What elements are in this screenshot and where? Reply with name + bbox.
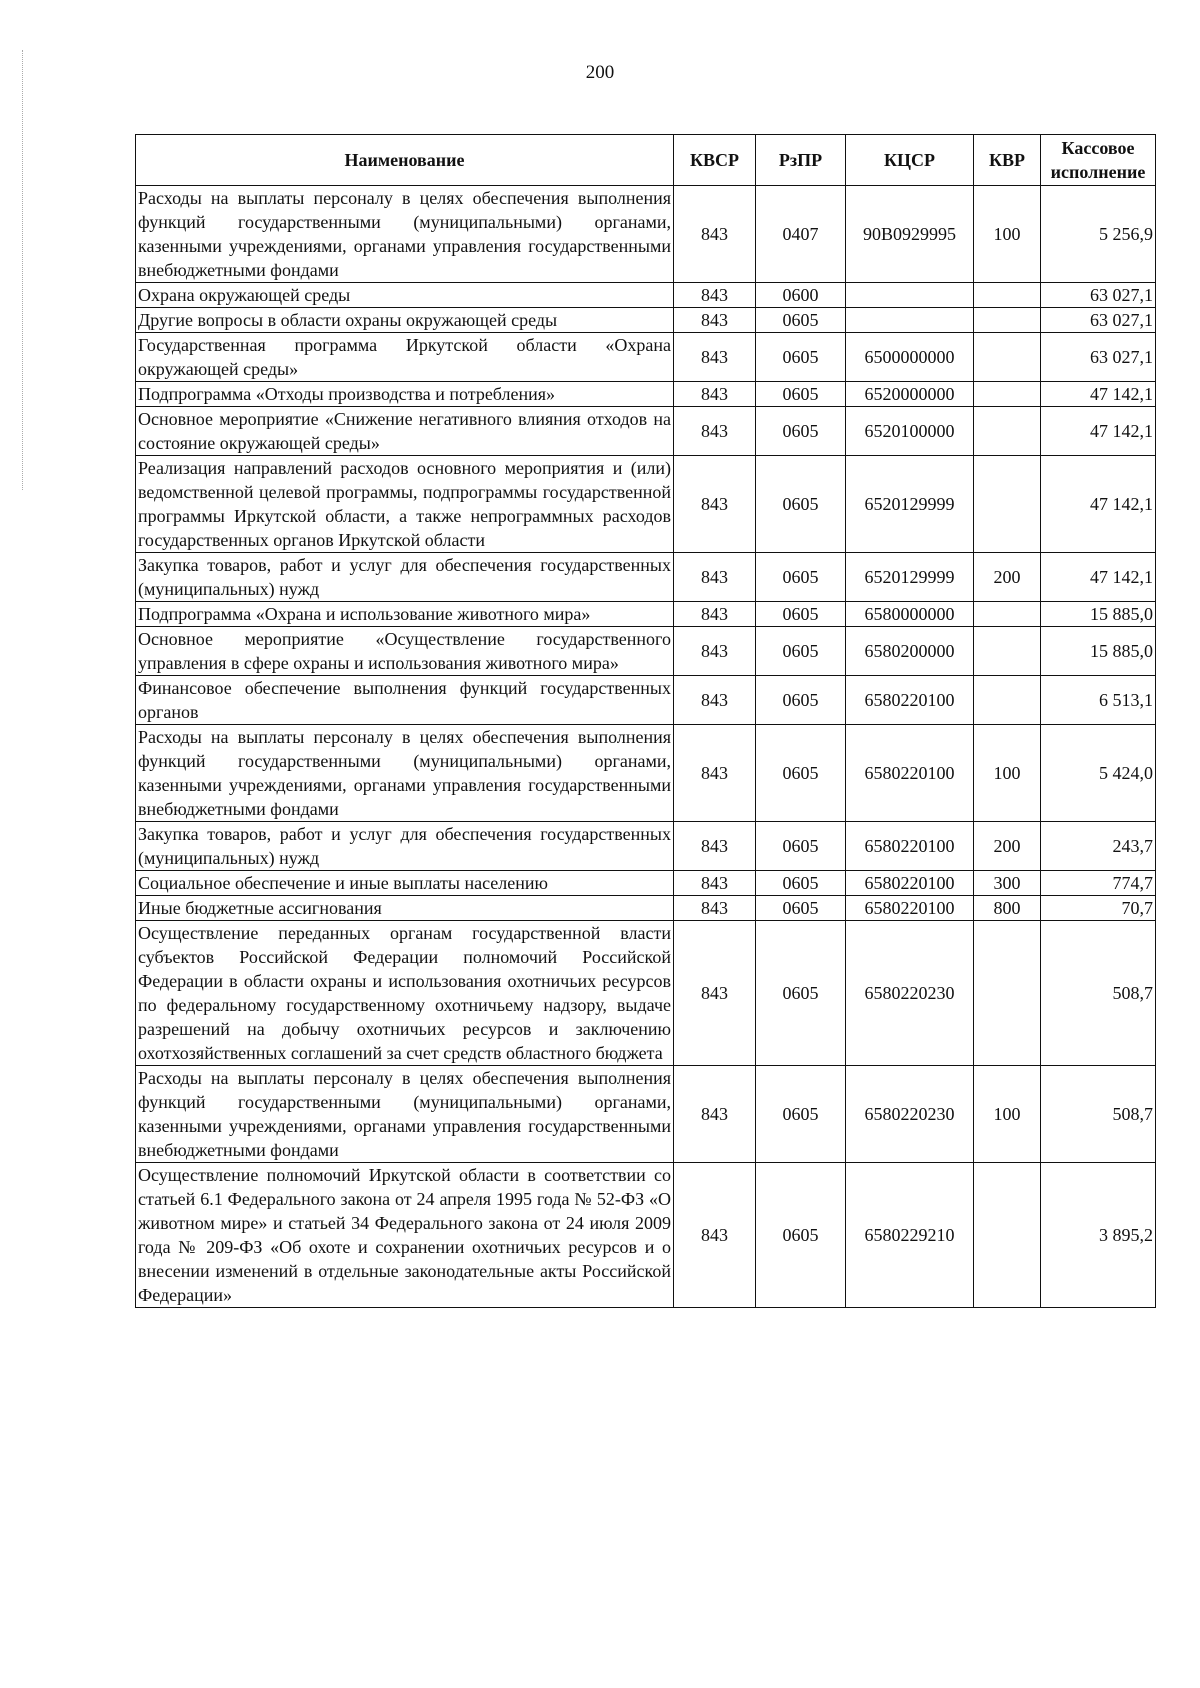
table-row xyxy=(136,333,1156,382)
table-row xyxy=(136,456,1156,553)
cell-kvsr: 843 xyxy=(674,333,756,382)
cell-kcsr: 6520129999 xyxy=(846,553,974,602)
cell-kvsr: 843 xyxy=(674,186,756,283)
cell-kcsr: 90В0929995 xyxy=(846,186,974,283)
cell-kvr: 200 xyxy=(974,553,1041,602)
table-row xyxy=(136,283,1156,308)
cell-name: Охрана окружающей среды xyxy=(136,283,674,308)
cell-rzpr: 0600 xyxy=(756,283,846,308)
table-row xyxy=(136,1163,1156,1308)
cell-kvsr: 843 xyxy=(674,308,756,333)
header-amount xyxy=(1041,135,1156,186)
header-kvsr: КВСР xyxy=(674,135,756,186)
cell-kcsr: 6580000000 xyxy=(846,602,974,627)
cell-kvsr: 843 xyxy=(674,283,756,308)
cell-kvr xyxy=(974,407,1041,456)
cell-kvr xyxy=(974,1163,1041,1308)
cell-kcsr xyxy=(846,308,974,333)
cell-kvsr: 843 xyxy=(674,1066,756,1163)
header-rzpr: РзПР xyxy=(756,135,846,186)
cell-kcsr: 6580220100 xyxy=(846,725,974,822)
cell-rzpr: 0407 xyxy=(756,186,846,283)
cell-kvr xyxy=(974,676,1041,725)
cell-name: Другие вопросы в области охраны окружающей среды xyxy=(136,308,674,333)
table-row xyxy=(136,871,1156,896)
table-row xyxy=(136,308,1156,333)
table-row xyxy=(136,627,1156,676)
table-row xyxy=(136,602,1156,627)
cell-amount: 47 142,1 xyxy=(1041,553,1156,602)
cell-kcsr: 6580220230 xyxy=(846,1066,974,1163)
cell-rzpr: 0605 xyxy=(756,456,846,553)
cell-name: Расходы на выплаты персоналу в целях обеспечения выполнения функций государственными (муниципальными) органами, казенными учреждениями, органами управления государственными внебюджетными фондами xyxy=(136,186,674,283)
cell-amount: 508,7 xyxy=(1041,1066,1156,1163)
cell-kvr: 100 xyxy=(974,725,1041,822)
cell-amount: 5 256,9 xyxy=(1041,186,1156,283)
cell-kvsr: 843 xyxy=(674,382,756,407)
cell-kcsr: 6580200000 xyxy=(846,627,974,676)
cell-name: Закупка товаров, работ и услуг для обеспечения государственных (муниципальных) нужд xyxy=(136,822,674,871)
cell-amount: 243,7 xyxy=(1041,822,1156,871)
table-body xyxy=(136,186,1156,1308)
cell-rzpr: 0605 xyxy=(756,1066,846,1163)
cell-amount: 47 142,1 xyxy=(1041,456,1156,553)
cell-kvr xyxy=(974,627,1041,676)
cell-amount: 70,7 xyxy=(1041,896,1156,921)
cell-rzpr: 0605 xyxy=(756,896,846,921)
cell-kvr: 100 xyxy=(974,186,1041,283)
header-name: Наименование xyxy=(136,135,674,186)
cell-rzpr: 0605 xyxy=(756,308,846,333)
cell-rzpr: 0605 xyxy=(756,602,846,627)
cell-rzpr: 0605 xyxy=(756,553,846,602)
page-number: 200 xyxy=(585,62,615,83)
table-row xyxy=(136,896,1156,921)
cell-name: Основное мероприятие «Снижение негативного влияния отходов на состояние окружающей среды» xyxy=(136,407,674,456)
table-row xyxy=(136,553,1156,602)
cell-rzpr: 0605 xyxy=(756,676,846,725)
cell-name: Иные бюджетные ассигнования xyxy=(136,896,674,921)
cell-kcsr: 6500000000 xyxy=(846,333,974,382)
table-row xyxy=(136,725,1156,822)
cell-kvr: 100 xyxy=(974,1066,1041,1163)
cell-name: Расходы на выплаты персоналу в целях обеспечения выполнения функций государственными (муниципальными) органами, казенными учреждениями, органами управления государственными внебюджетными фондами xyxy=(136,725,674,822)
header-kvr: КВР xyxy=(974,135,1041,186)
table-row xyxy=(136,921,1156,1066)
cell-kcsr: 6580220100 xyxy=(846,896,974,921)
cell-kvsr: 843 xyxy=(674,602,756,627)
cell-amount: 47 142,1 xyxy=(1041,407,1156,456)
cell-kvr: 300 xyxy=(974,871,1041,896)
cell-amount: 508,7 xyxy=(1041,921,1156,1066)
cell-name: Осуществление полномочий Иркутской области в соответствии со статьей 6.1 Федерального закона от 24 апреля 1995 года № 52-ФЗ «О животном мире» и статьей 34 Федерального закона от 24 июля 2009 года № 209-ФЗ «Об охоте и сохранении охотничьих ресурсов и о внесении изменений в отдельные законодательные акты Российской Федерации» xyxy=(136,1163,674,1308)
cell-amount: 774,7 xyxy=(1041,871,1156,896)
cell-amount: 15 885,0 xyxy=(1041,602,1156,627)
table-row xyxy=(136,382,1156,407)
cell-rzpr: 0605 xyxy=(756,1163,846,1308)
cell-kvsr: 843 xyxy=(674,725,756,822)
cell-kcsr: 6580220100 xyxy=(846,676,974,725)
cell-rzpr: 0605 xyxy=(756,627,846,676)
cell-kcsr xyxy=(846,283,974,308)
cell-kvr xyxy=(974,283,1041,308)
cell-name: Государственная программа Иркутской области «Охрана окружающей среды» xyxy=(136,333,674,382)
cell-name: Основное мероприятие «Осуществление государственного управления в сфере охраны и использования животного мира» xyxy=(136,627,674,676)
cell-name: Закупка товаров, работ и услуг для обеспечения государственных (муниципальных) нужд xyxy=(136,553,674,602)
table-row xyxy=(136,186,1156,283)
cell-rzpr: 0605 xyxy=(756,822,846,871)
cell-kvr: 200 xyxy=(974,822,1041,871)
cell-kcsr: 6520129999 xyxy=(846,456,974,553)
cell-kvr xyxy=(974,456,1041,553)
header-amount-line1: Кассовое xyxy=(1061,138,1135,158)
cell-name: Подпрограмма «Охрана и использование животного мира» xyxy=(136,602,674,627)
cell-kvsr: 843 xyxy=(674,896,756,921)
cell-kvr xyxy=(974,333,1041,382)
cell-kvsr: 843 xyxy=(674,921,756,1066)
cell-kvr xyxy=(974,921,1041,1066)
cell-amount: 15 885,0 xyxy=(1041,627,1156,676)
cell-kcsr: 6580229210 xyxy=(846,1163,974,1308)
cell-rzpr: 0605 xyxy=(756,333,846,382)
cell-amount: 47 142,1 xyxy=(1041,382,1156,407)
cell-rzpr: 0605 xyxy=(756,407,846,456)
cell-name: Осуществление переданных органам государственной власти субъектов Российской Федерации полномочий Российской Федерации в области охраны и использования охотничьих ресурсов по федеральному государственному охотничьему надзору, выдаче разрешений на добычу охотничьих ресурсов и заключению охотхозяйственных соглашений за счет средств областного бюджета xyxy=(136,921,674,1066)
cell-kvr xyxy=(974,382,1041,407)
scan-margin-marks xyxy=(22,50,25,490)
cell-kvsr: 843 xyxy=(674,627,756,676)
cell-name: Социальное обеспечение и иные выплаты населению xyxy=(136,871,674,896)
budget-table xyxy=(135,134,1156,1308)
cell-amount: 63 027,1 xyxy=(1041,308,1156,333)
cell-kvsr: 843 xyxy=(674,456,756,553)
cell-name: Финансовое обеспечение выполнения функций государственных органов xyxy=(136,676,674,725)
table-header-row xyxy=(136,135,1156,186)
cell-kvsr: 843 xyxy=(674,676,756,725)
cell-amount: 3 895,2 xyxy=(1041,1163,1156,1308)
table-row xyxy=(136,822,1156,871)
header-kcsr: КЦСР xyxy=(846,135,974,186)
cell-amount: 63 027,1 xyxy=(1041,333,1156,382)
cell-kcsr: 6520000000 xyxy=(846,382,974,407)
cell-kcsr: 6580220100 xyxy=(846,822,974,871)
cell-amount: 63 027,1 xyxy=(1041,283,1156,308)
cell-rzpr: 0605 xyxy=(756,871,846,896)
cell-amount: 5 424,0 xyxy=(1041,725,1156,822)
cell-name: Реализация направлений расходов основного мероприятия и (или) ведомственной целевой программы, подпрограммы государственной программы Иркутской области, а также непрограммных расходов государственных органов Иркутской области xyxy=(136,456,674,553)
table-row xyxy=(136,1066,1156,1163)
table-row xyxy=(136,676,1156,725)
cell-kcsr: 6580220230 xyxy=(846,921,974,1066)
header-amount-line2: исполнение xyxy=(1050,162,1146,182)
cell-kvsr: 843 xyxy=(674,553,756,602)
cell-kcsr: 6520100000 xyxy=(846,407,974,456)
cell-kvsr: 843 xyxy=(674,871,756,896)
cell-rzpr: 0605 xyxy=(756,725,846,822)
cell-kvsr: 843 xyxy=(674,407,756,456)
cell-kvsr: 843 xyxy=(674,1163,756,1308)
table-row xyxy=(136,407,1156,456)
cell-kvr xyxy=(974,308,1041,333)
cell-rzpr: 0605 xyxy=(756,382,846,407)
cell-amount: 6 513,1 xyxy=(1041,676,1156,725)
cell-kvsr: 843 xyxy=(674,822,756,871)
cell-name: Расходы на выплаты персоналу в целях обеспечения выполнения функций государственными (муниципальными) органами, казенными учреждениями, органами управления государственными внебюджетными фондами xyxy=(136,1066,674,1163)
cell-kvr xyxy=(974,602,1041,627)
cell-rzpr: 0605 xyxy=(756,921,846,1066)
cell-kcsr: 6580220100 xyxy=(846,871,974,896)
cell-name: Подпрограмма «Отходы производства и потребления» xyxy=(136,382,674,407)
cell-kvr: 800 xyxy=(974,896,1041,921)
